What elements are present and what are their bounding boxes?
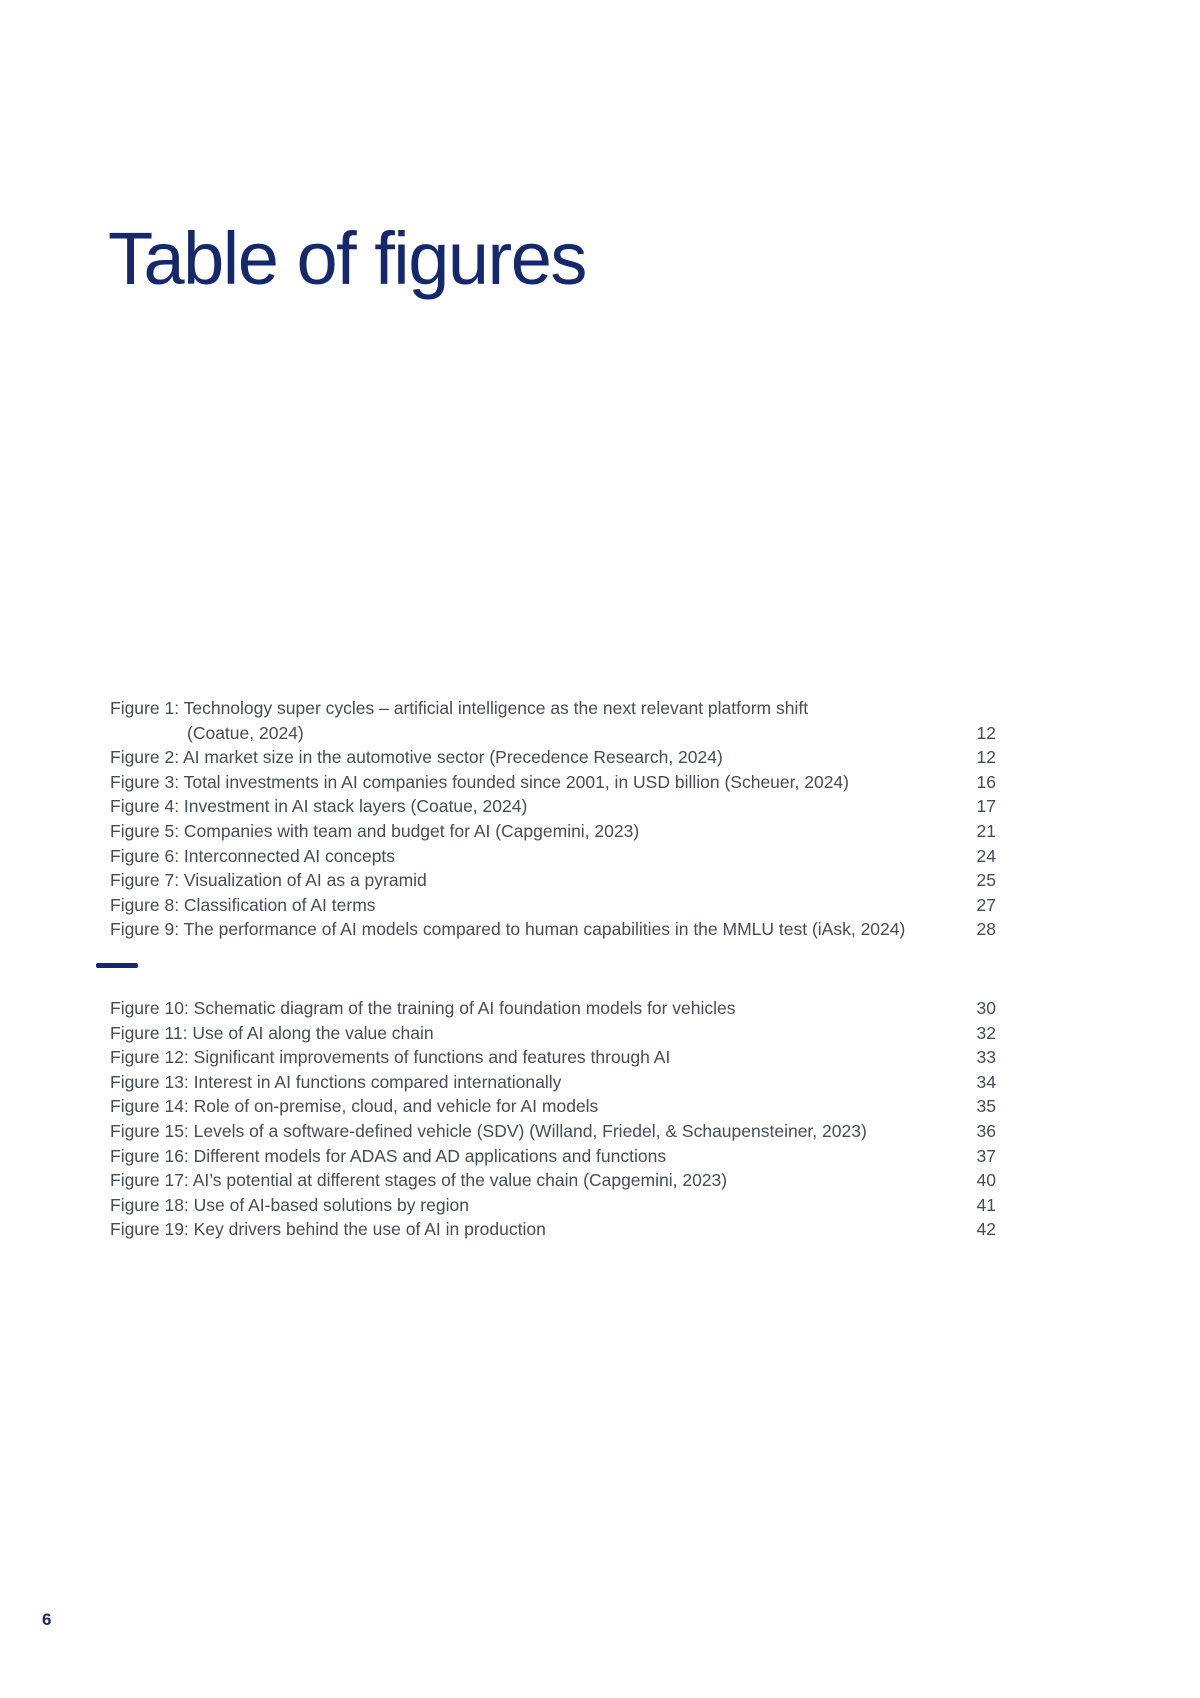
toc-entry-text: Figure 10: Schematic diagram of the training of AI foundation models for vehicles: [110, 997, 736, 1018]
toc-entry-text: Figure 9: The performance of AI models compared to human capabilities in the MMLU test (iAsk, 2024): [110, 919, 906, 940]
toc-row: [110, 1021, 996, 1046]
footer-page-number: 6: [42, 1610, 52, 1629]
toc-row: [110, 1168, 996, 1193]
toc-row: [110, 819, 996, 844]
toc-entry-text: Figure 11: Use of AI along the value chain: [110, 1022, 434, 1043]
toc-entry-pagenum: 12: [976, 722, 996, 743]
toc-entry-pagenum: 21: [976, 820, 996, 841]
toc-entry-text: Figure 5: Companies with team and budget for AI (Capgemini, 2023): [110, 820, 640, 841]
toc-row: [110, 696, 996, 721]
toc-row: [110, 1144, 996, 1169]
toc-row: [110, 1193, 996, 1218]
toc-row: [110, 770, 996, 795]
toc-entry-pagenum: 37: [976, 1145, 996, 1166]
toc-row: [110, 1045, 996, 1070]
toc-entry-pagenum: 17: [976, 796, 996, 817]
toc-entry-text: Figure 3: Total investments in AI companies founded since 2001, in USD billion (Scheuer, 2024): [110, 771, 849, 792]
toc: [110, 696, 996, 1242]
toc-entry-text: (Coatue, 2024): [187, 722, 304, 743]
toc-entry-text: Figure 6: Interconnected AI concepts: [110, 845, 396, 866]
toc-entry-pagenum: 40: [976, 1170, 996, 1191]
section-divider: [96, 963, 138, 968]
toc-entry-pagenum: 42: [976, 1219, 996, 1240]
toc-row: [110, 917, 996, 942]
toc-row: [110, 794, 996, 819]
toc-entry-pagenum: 12: [976, 747, 996, 768]
toc-entry-text: Figure 12: Significant improvements of functions and features through AI: [110, 1047, 671, 1068]
toc-row: [110, 996, 996, 1021]
toc-entry-text: Figure 7: Visualization of AI as a pyramid: [110, 870, 427, 891]
toc-entry-pagenum: 28: [976, 919, 996, 940]
toc-row: [110, 893, 996, 918]
toc-entry-text: Figure 4: Investment in AI stack layers (Coatue, 2024): [110, 796, 528, 817]
toc-entry-pagenum: 41: [976, 1194, 996, 1215]
toc-entry-pagenum: 33: [976, 1047, 996, 1068]
page-title: Table of figures: [108, 216, 586, 300]
toc-entry-text: Figure 17: AI’s potential at different stages of the value chain (Capgemini, 2023): [110, 1170, 728, 1191]
toc-entry-text: Figure 16: Different models for ADAS and AD applications and functions: [110, 1145, 667, 1166]
toc-entry-pagenum: 24: [976, 845, 996, 866]
toc-row: [110, 745, 996, 770]
toc-entry-pagenum: 16: [976, 771, 996, 792]
toc-entry-text: Figure 8: Classification of AI terms: [110, 894, 376, 915]
toc-entry-text: Figure 19: Key drivers behind the use of AI in production: [110, 1219, 546, 1240]
toc-entry-text: Figure 15: Levels of a software-defined vehicle (SDV) (Willand, Friedel, & Schaupensteiner, 2023): [110, 1120, 867, 1141]
toc-entry-text: Figure 2: AI market size in the automotive sector (Precedence Research, 2024): [110, 747, 723, 768]
toc-section: [110, 996, 996, 1242]
toc-entry-pagenum: 34: [976, 1071, 996, 1092]
toc-entry-text: Figure 13: Interest in AI functions compared internationally: [110, 1071, 562, 1092]
toc-entry-pagenum: 25: [976, 870, 996, 891]
toc-entry-pagenum: 35: [976, 1096, 996, 1117]
toc-entry-pagenum: 36: [976, 1120, 996, 1141]
toc-entry-pagenum: 27: [976, 894, 996, 915]
toc-row: [110, 1094, 996, 1119]
toc-row: [110, 868, 996, 893]
toc-entry-text: Figure 14: Role of on-premise, cloud, and vehicle for AI models: [110, 1096, 599, 1117]
toc-entry-pagenum: 30: [976, 997, 996, 1018]
toc-entry-pagenum: 32: [976, 1022, 996, 1043]
toc-row: [110, 1119, 996, 1144]
toc-section: [110, 696, 996, 942]
toc-row: [110, 1217, 996, 1242]
toc-entry-text: Figure 18: Use of AI-based solutions by region: [110, 1194, 469, 1215]
toc-row: [110, 844, 996, 869]
toc-row: [110, 721, 996, 746]
toc-entry-text: Figure 1: Technology super cycles – artificial intelligence as the next relevant platform shift: [110, 698, 809, 718]
toc-row: [110, 1070, 996, 1095]
